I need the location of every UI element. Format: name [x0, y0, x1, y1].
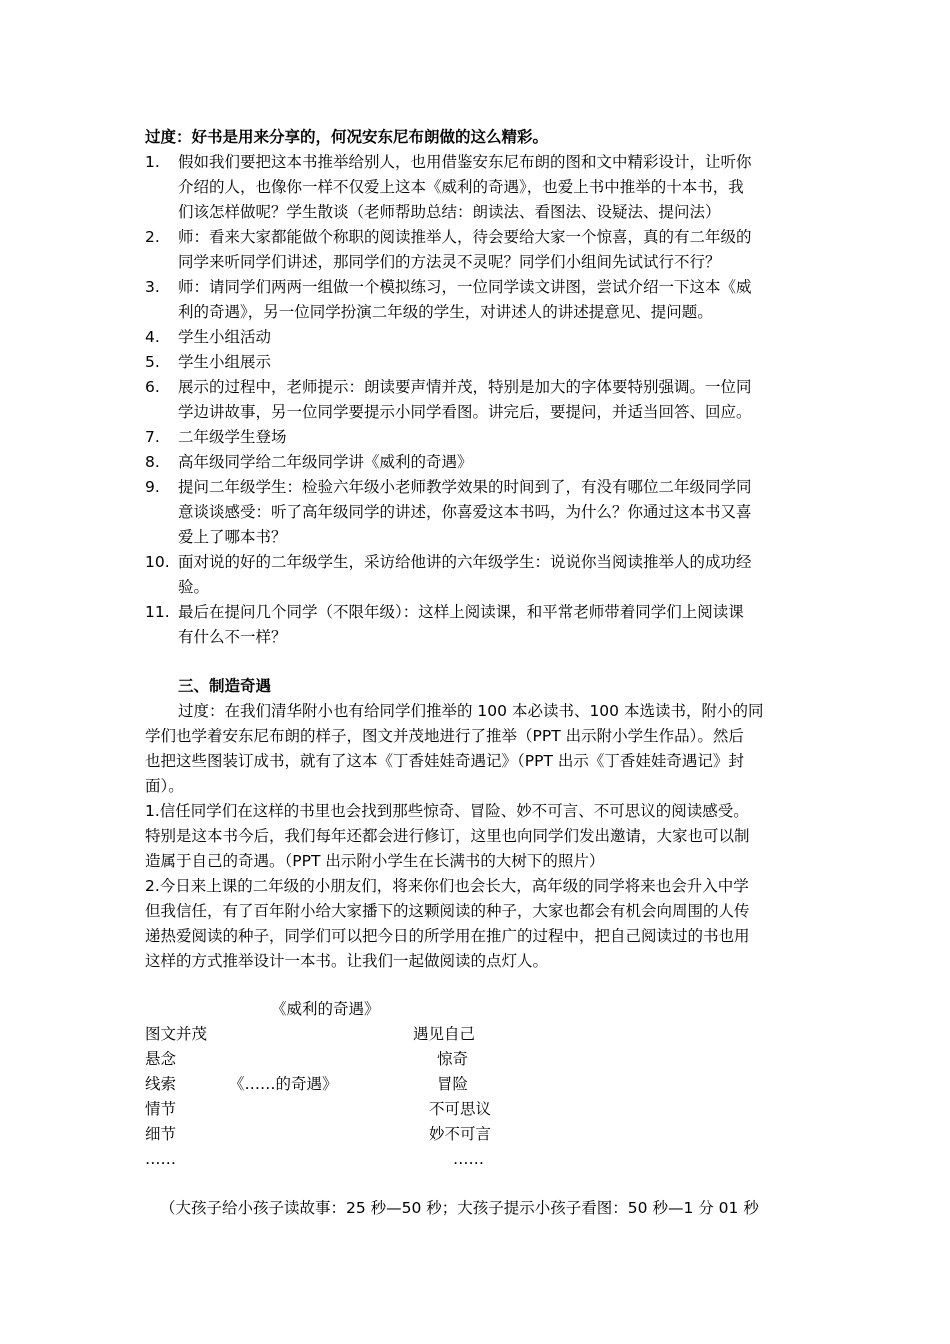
- list-text-line: 假如我们要把这本书推举给别人，也用借鉴安东尼布朗的图和文中精彩设计，让听你: [178, 153, 752, 171]
- board-right-item: 冒险: [437, 1075, 469, 1093]
- list-number: 11.: [145, 603, 170, 621]
- list-number: 1.: [145, 153, 160, 171]
- list-text-line: 展示的过程中，老师提示：朗读要声情并茂，特别是加大的字体要特别强调。一位同: [178, 378, 752, 396]
- section-heading: 三、制造奇遇: [178, 677, 272, 695]
- list-number: 4.: [145, 328, 160, 346]
- list-text-line: 介绍的人，也像你一样不仅爱上这本《威利的奇遇》，也爱上书中推举的十本书，我: [178, 178, 744, 196]
- board-center: 《……的奇遇》: [229, 1075, 338, 1093]
- paragraph-line: 特别是这本书今后，我们每年还都会进行修订，这里也向同学们发出邀请，大家也可以制: [145, 827, 750, 845]
- paragraph-line: 1.信任同学们在这样的书里也会找到那些惊奇、冒险、妙不可言、不可思议的阅读感受。: [145, 802, 749, 820]
- board-right-item: 惊奇: [437, 1050, 469, 1068]
- list-number: 3.: [145, 278, 160, 296]
- list-text-line: 意谈谈感受：听了高年级同学的讲述，你喜爱这本书吗，为什么？你通过这本书又喜: [178, 503, 752, 521]
- board-right-item: 遇见自己: [413, 1025, 476, 1043]
- board-left-item: 悬念: [145, 1050, 177, 1068]
- paragraph-line: 面）。: [145, 777, 184, 795]
- board-title: 《威利的奇遇》: [271, 1000, 380, 1018]
- list-number: 5.: [145, 353, 160, 371]
- list-text-line: 利的奇遇》，另一位同学扮演二年级的学生，对讲述人的讲述提意见、提问题。: [178, 303, 713, 321]
- list-text-line: 验。: [178, 578, 210, 596]
- list-text-line: 面对说的好的二年级学生，采访给他讲的六年级学生：说说你当阅读推举人的成功经: [178, 553, 752, 571]
- board-left-item: 情节: [145, 1100, 177, 1118]
- board-right-item: 不可思议: [429, 1100, 492, 1118]
- list-text-line: 学生小组活动: [178, 328, 272, 346]
- board-right-item: 妙不可言: [429, 1125, 492, 1143]
- list-text-line: 们该怎样做呢？学生散谈（老师帮助总结：朗读法、看图法、设疑法、提问法）: [178, 203, 721, 221]
- paragraph-line: 学们也学着安东尼布朗的样子，图文并茂地进行了推举（PPT 出示附小学生作品）。然后: [145, 727, 744, 745]
- board-left-item: 线索: [145, 1075, 177, 1093]
- list-text-line: 爱上了哪本书？: [178, 528, 287, 546]
- list-text-line: 同学来听同学们讲述，那同学们的方法灵不灵呢？同学们小组间先试试行不行？: [178, 253, 721, 271]
- paragraph-line: 过度：在我们清华附小也有给同学们推举的 100 本必读书、100 本选读书，附小的同: [178, 702, 764, 720]
- board-left-item: 细节: [145, 1125, 177, 1143]
- list-number: 2.: [145, 228, 160, 246]
- paragraph-line: 2.今日来上课的二年级的小朋友们，将来你们也会长大，高年级的同学将来也会升入中学: [145, 877, 749, 895]
- list-number: 8.: [145, 453, 160, 471]
- paragraph-line: 递热爱阅读的种子，同学们可以把今日的所学用在推广的过程中，把自己阅读过的书也用: [145, 927, 750, 945]
- board-left-item: 图文并茂: [145, 1025, 208, 1043]
- transition-heading: 过度：好书是用来分享的，何况安东尼布朗做的这么精彩。: [145, 128, 549, 146]
- list-text-line: 高年级同学给二年级同学讲《威利的奇遇》: [178, 453, 473, 471]
- list-number: 9.: [145, 478, 160, 496]
- list-text-line: 师：看来大家都能做个称职的阅读推举人，待会要给大家一个惊喜，真的有二年级的: [178, 228, 752, 246]
- list-text-line: 最后在提问几个同学（不限年级）：这样上阅读课，和平常老师带着同学们上阅读课: [178, 603, 744, 621]
- board-right-item: ……: [453, 1150, 484, 1168]
- list-text-line: 有什么不一样？: [178, 628, 287, 646]
- list-text-line: 提问二年级学生：检验六年级小老师教学效果的时间到了，有没有哪位二年级同学同: [178, 478, 752, 496]
- paragraph-line: 但我信任，有了百年附小给大家播下的这颗阅读的种子，大家也都会有机会向周围的人传: [145, 902, 750, 920]
- paragraph-line: 也把这些图装订成书，就有了这本《丁香娃娃奇遇记》（PPT 出示《丁香娃娃奇遇记》封: [145, 752, 744, 770]
- board-left-item: ……: [145, 1150, 176, 1168]
- list-text-line: 学边讲故事，另一位同学要提示小同学看图。讲完后，要提问，并适当回答、回应。: [178, 403, 752, 421]
- paragraph-line: 造属于自己的奇遇。（PPT 出示附小学生在长满书的大树下的照片）: [145, 852, 605, 870]
- list-text-line: 学生小组展示: [178, 353, 272, 371]
- list-text-line: 师：请同学们两两一组做一个模拟练习，一位同学读文讲图，尝试介绍一下这本《威: [178, 278, 752, 296]
- list-number: 7.: [145, 428, 160, 446]
- paragraph-line: 这样的方式推举设计一本书。让我们一起做阅读的点灯人。: [145, 952, 549, 970]
- footer-note: （大孩子给小孩子读故事：25 秒—50 秒；大孩子提示小孩子看图：50 秒—1 分 01 秒: [160, 1199, 759, 1217]
- list-text-line: 二年级学生登场: [178, 428, 287, 446]
- list-number: 6.: [145, 378, 160, 396]
- list-number: 10.: [145, 553, 170, 571]
